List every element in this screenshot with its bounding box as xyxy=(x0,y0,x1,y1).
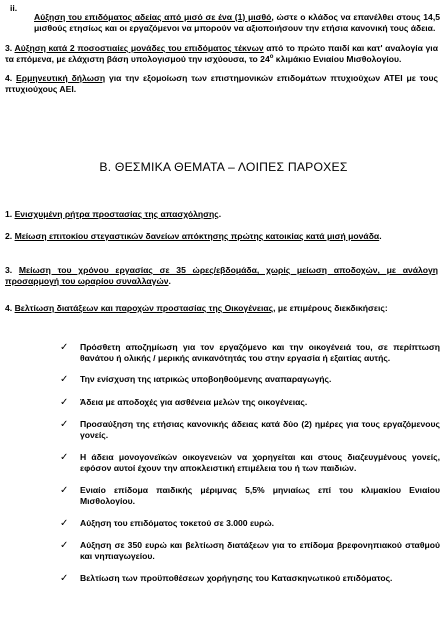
list-item xyxy=(58,397,440,408)
item-number: 2. xyxy=(5,231,13,241)
list-item-text: Πρόσθετη αποζημίωση για τον εργαζόμενο και την οικογένειά του, σε περίπτωση θανάτου ή ολικής / μερικής ανικανότητάς του στην εργασία ή εξαιτίας αυτής. xyxy=(80,342,440,363)
list-item xyxy=(58,518,440,529)
intro-item-ii xyxy=(10,3,440,42)
numbered-item-2 xyxy=(5,231,438,242)
check-icon: ✓ xyxy=(60,452,69,463)
list-item xyxy=(58,452,440,474)
item-text: , ώστε ο κλάδος να επανέλθει στους 14,5 μισθούς ετησίως και οι εργαζόμενοι να μπορούν να αξιοποιήσουν την ετήσια κανονική τους άδεια. xyxy=(34,11,440,33)
check-icon: ✓ xyxy=(60,518,69,529)
item-text: για την εξομοίωση των επιστημονικών επιδομάτων πτυχιούχων ΑΤΕΙ με τους πτυχιούχους ΑΕΙ. xyxy=(5,73,439,94)
item-text: από το πρώτο παιδί και κατ' αναλογία για τα επόμενα, με ελάχιστη βάση υπολογισμού την ισχύουσα, το 24 xyxy=(5,43,438,64)
item-number: 3. xyxy=(5,43,13,53)
list-item-text: Αύξηση σε 350 ευρώ και βελτίωση διατάξεων για το επίδομα βρεφονηπιακού σταθμού και νηπιαγωγείου. xyxy=(80,540,440,561)
list-item xyxy=(58,540,440,562)
list-item-text: Προσαύξηση της ετήσιας κανονικής άδειας κατά δύο (2) ημέρες για τους εργαζόμενους γονείς. xyxy=(80,419,440,440)
intro-item-4 xyxy=(5,73,438,95)
item-tail: . xyxy=(168,276,171,286)
numbered-item-1 xyxy=(5,209,438,220)
list-item-text: Την ενίσχυση της ιατρικώς υποβοηθούμενης αναπαραγωγής. xyxy=(80,374,332,384)
item-title: Αύξηση του επιδόματος αδείας από μισό σε ένα (1) μισθό xyxy=(34,11,272,22)
list-item-text: Ενιαίο επίδομα παιδικής μέριμνας 5,5% μηνιαίως επί του κλιμακίου Ενιαίου Μισθολογίου. xyxy=(80,485,440,506)
item-number: 4. xyxy=(5,303,13,313)
list-item xyxy=(58,374,440,385)
list-item xyxy=(58,573,440,584)
item-text-tail: κλιμάκιο Ενιαίου Μισθολογίου. xyxy=(273,54,402,64)
item-tail: . xyxy=(218,209,222,219)
check-icon: ✓ xyxy=(60,485,69,496)
item-number: 4. xyxy=(5,73,13,83)
list-item-text: Βελτίωση των προϋποθέσεων χορήγησης του Κατασκηνωτικού επιδόματος. xyxy=(80,573,393,583)
list-item xyxy=(58,419,440,441)
numbered-item-3 xyxy=(5,265,438,287)
item-text: Μείωση του χρόνου εργασίας σε 35 ώρες/εβδομάδα, χωρίς μείωση αποδοχών, με ανάλογη προσαρμογή του ωραρίου συναλλαγών xyxy=(5,265,438,286)
check-icon: ✓ xyxy=(60,397,69,408)
intro-item-3 xyxy=(5,43,438,65)
list-item-text: Αύξηση του επιδόματος τοκετού σε 3.000 ευρώ. xyxy=(80,518,275,528)
check-icon: ✓ xyxy=(60,573,69,584)
check-icon: ✓ xyxy=(60,342,69,353)
check-icon: ✓ xyxy=(60,419,69,430)
list-item-text: Άδεια με αποδοχές για ασθένεια μελών της οικογένειας. xyxy=(80,397,308,407)
item-number: 3. xyxy=(5,265,13,275)
list-item-text: Η άδεια μονογονεϊκών οικογενειών να χορηγείται και στους διαζευγμένους γονείς, εφόσον αυτοί έχουν την αποκλειστική επιμέλεια του ή των παιδιών. xyxy=(80,452,440,473)
item-title: Αύξηση κατά 2 ποσοστιαίες μονάδες του επιδόματος τέκνων xyxy=(14,43,264,53)
item-text: Βελτίωση διατάξεων και παροχών προστασίας της Οικογένειας xyxy=(14,303,274,313)
check-icon: ✓ xyxy=(60,540,69,551)
item-tail: . xyxy=(379,231,382,241)
item-number: ii. xyxy=(10,3,18,13)
item-number: 1. xyxy=(5,209,13,219)
list-item xyxy=(58,342,440,364)
family-benefits-list xyxy=(58,342,440,584)
item-text: Ενισχυμένη ρήτρα προστασίας της απασχόλησης xyxy=(14,209,219,219)
item-title: Ερμηνευτική δήλωση xyxy=(16,73,106,83)
list-item xyxy=(58,485,440,507)
check-icon: ✓ xyxy=(60,374,69,385)
item-tail: , με επιμέρους διεκδικήσεις: xyxy=(273,303,388,313)
section-heading: Β. ΘΕΣΜΙΚΑ ΘΕΜΑΤΑ – ΛΟΙΠΕΣ ΠΑΡΟΧΕΣ xyxy=(99,160,348,174)
item-text: Μείωση επιτοκίου στεγαστικών δανείων απόκτησης πρώτης κατοικίας κατά μισή μονάδα xyxy=(14,231,380,241)
superscript: ο xyxy=(269,54,274,61)
numbered-item-4 xyxy=(5,303,438,314)
